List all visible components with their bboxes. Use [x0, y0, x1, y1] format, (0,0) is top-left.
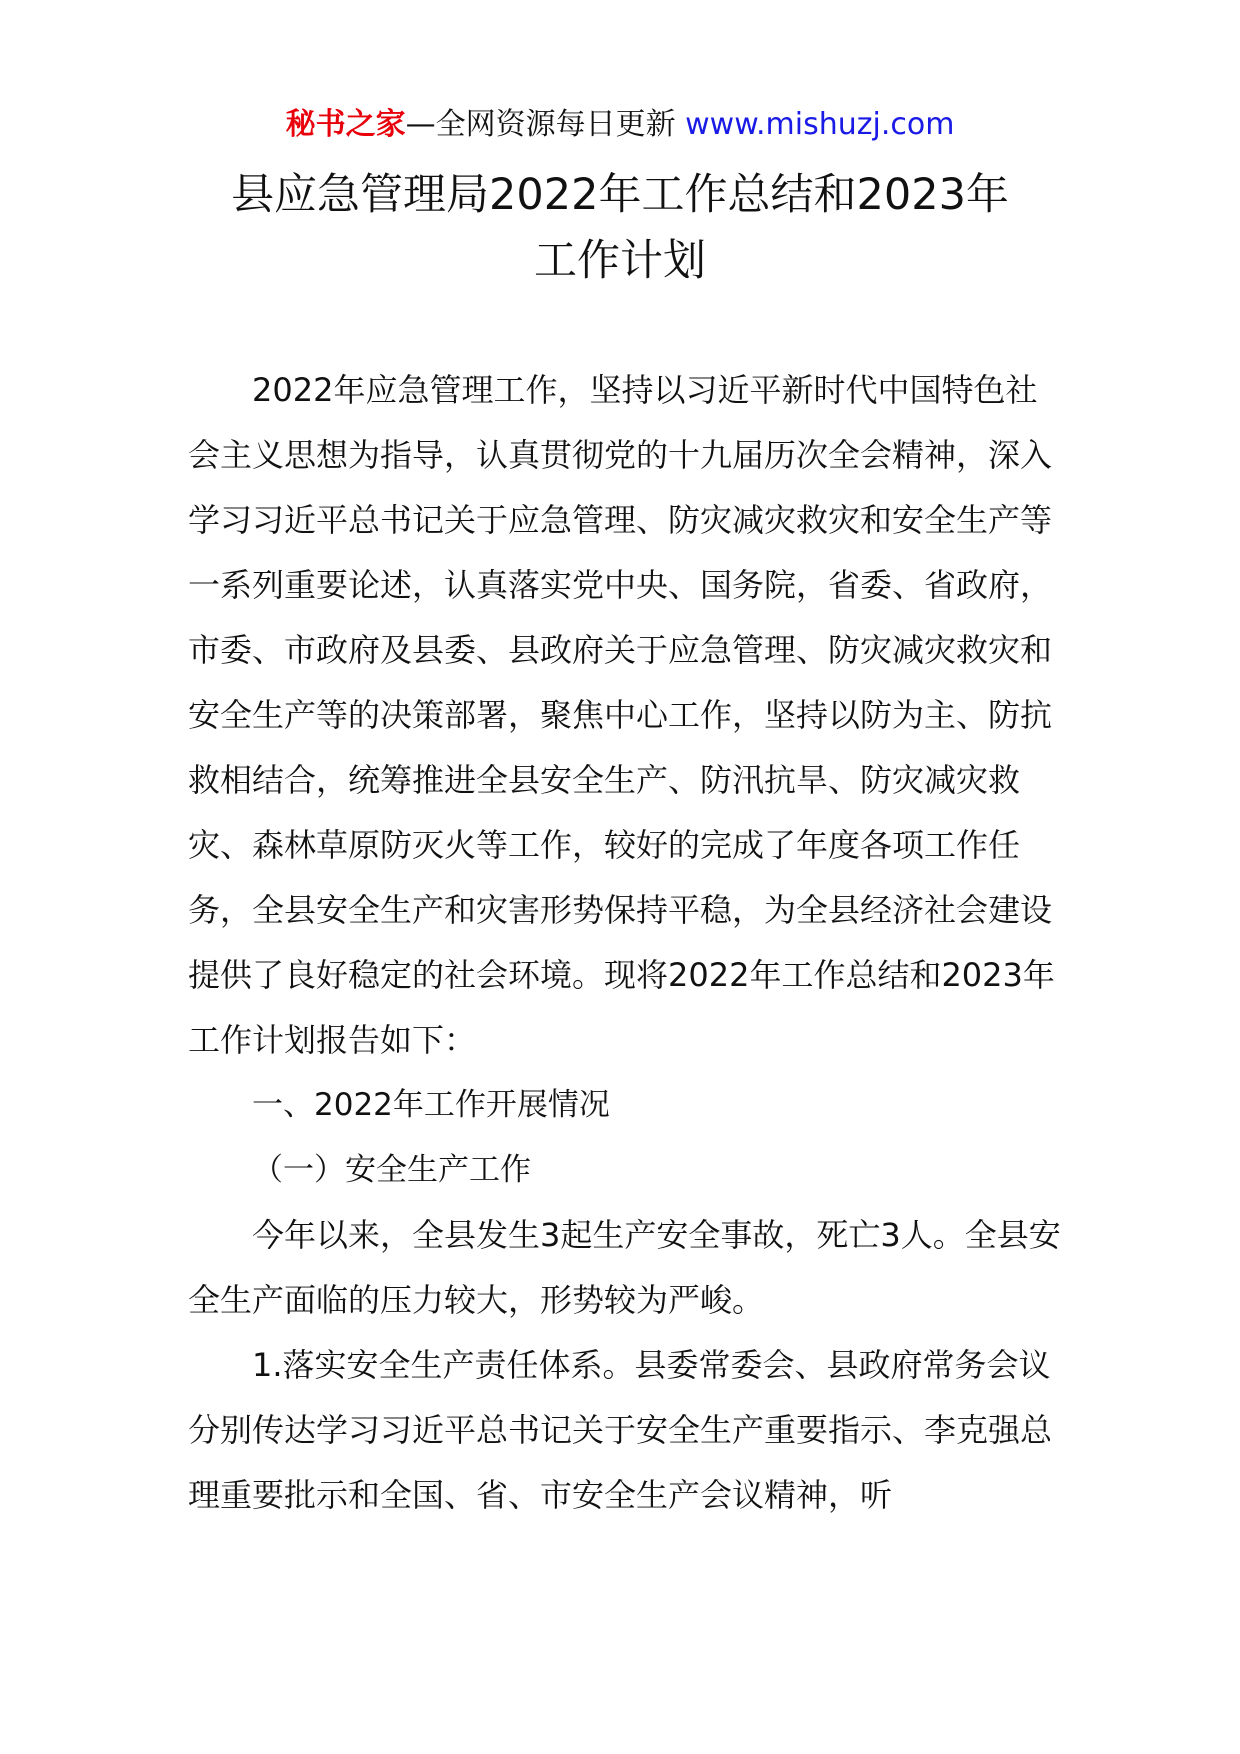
accident-paragraph: 今年以来，全县发生3起生产安全事故，死亡3人。全县安全生产面临的压力较大，形势较为严峻。 — [188, 1216, 1061, 1319]
section-heading: 一、2022年工作开展情况 — [252, 1087, 610, 1123]
responsibility-paragraph: 1.落实安全生产责任体系。县委常委会、县政府常务会议分别传达学习习近平总书记关于安全生产重要指示、李克强总理重要批示和全国、省、市安全生产会议精神，听 — [188, 1346, 1053, 1514]
title-line-1: 县应急管理局2022年工作总结和2023年 — [231, 170, 1009, 220]
site-url-link[interactable]: www.mishuzj.com — [685, 107, 955, 142]
header-slogan: —全网资源每日更新 — [405, 107, 676, 142]
intro-paragraph: 2022年应急管理工作，坚持以习近平新时代中国特色社会主义思想为指导，认真贯彻党的十九届历次全会精神，深入学习习近平总书记关于应急管理、防灾减灾救灾和安全生产等一系列重要论述，认真落实党中央、国务院，省委、省政府，市委、市政府及县委、县政府关于应急管理、防灾减灾救灾和安全生产等的决策部署，聚焦中心工作，坚持以防为主、防抗救相结合，统筹推进全县安全生产、防汛抗旱、防灾减灾救灾、森林草原防灭火等工作，较好的完成了年度各项工作任务，全县安全生产和灾害形势保持平稳，为全县经济社会建设提供了良好稳定的社会环境。现将2022年工作总结和2023年工作计划报告如下： — [188, 371, 1055, 1059]
document-title — [100, 162, 1140, 294]
site-header — [0, 100, 1240, 150]
brand-name: 秘书之家 — [285, 107, 406, 142]
subsection-heading: （一）安全生产工作 — [252, 1152, 531, 1188]
document-body — [188, 358, 1068, 1528]
title-line-2: 工作计划 — [534, 236, 706, 286]
